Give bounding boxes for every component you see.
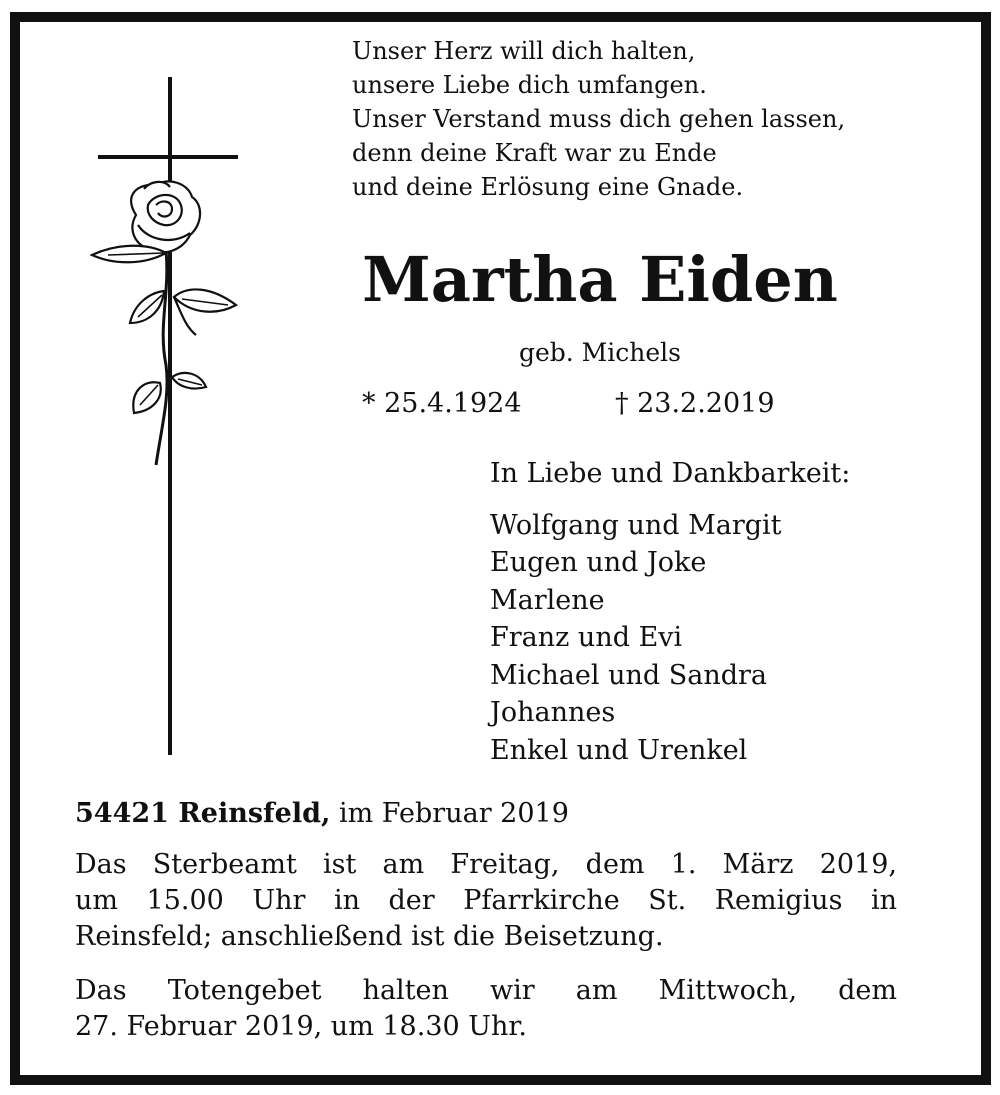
date-text: im Februar 2019 — [330, 798, 569, 829]
poem-line: Unser Herz will dich halten, — [352, 37, 696, 65]
poem-line: unsere Liebe dich umfangen. — [352, 71, 707, 99]
deceased-name: Martha Eiden — [362, 243, 838, 316]
funeral-line: Reinsfeld; anschließend ist die Beisetzung. — [75, 921, 664, 952]
survivor-entry: Eugen und Joke — [490, 547, 707, 578]
place-date-line — [75, 796, 569, 832]
maiden-name: geb. Michels — [518, 338, 681, 367]
poem-line: denn deine Kraft war zu Ende — [352, 139, 717, 167]
prayer-notice — [75, 973, 897, 1045]
survivor-entry: Wolfgang und Margit — [490, 509, 782, 541]
survivors-intro: In Liebe und Dankbarkeit: — [490, 458, 851, 489]
poem-line: Unser Verstand muss dich gehen lassen, — [352, 105, 846, 133]
survivor-entry: Franz und Evi — [490, 622, 683, 653]
poem — [352, 34, 912, 204]
death-date: † 23.2.2019 — [615, 388, 775, 419]
survivor-entry: Enkel und Urenkel — [490, 734, 748, 766]
prayer-line: 27. Februar 2019, um 18.30 Uhr. — [75, 1011, 527, 1042]
poem-line: und deine Erlösung eine Gnade. — [352, 173, 744, 201]
funeral-line: um 15.00 Uhr in der Pfarrkirche St. Remigius in — [75, 885, 897, 916]
prayer-line: Das Totengebet halten wir am Mittwoch, dem — [75, 975, 897, 1006]
survivor-entry: Michael und Sandra — [490, 659, 768, 691]
survivor-entry: Johannes — [490, 697, 616, 728]
funeral-notice — [75, 847, 897, 955]
survivor-entry: Marlene — [490, 584, 605, 616]
cross-with-rose-icon — [78, 65, 238, 755]
survivors-list — [490, 455, 930, 769]
place-name: 54421 Reinsfeld, — [75, 798, 331, 829]
birth-date: * 25.4.1924 — [362, 388, 522, 419]
funeral-line: Das Sterbeamt ist am Freitag, dem 1. März 2019, — [75, 849, 897, 880]
